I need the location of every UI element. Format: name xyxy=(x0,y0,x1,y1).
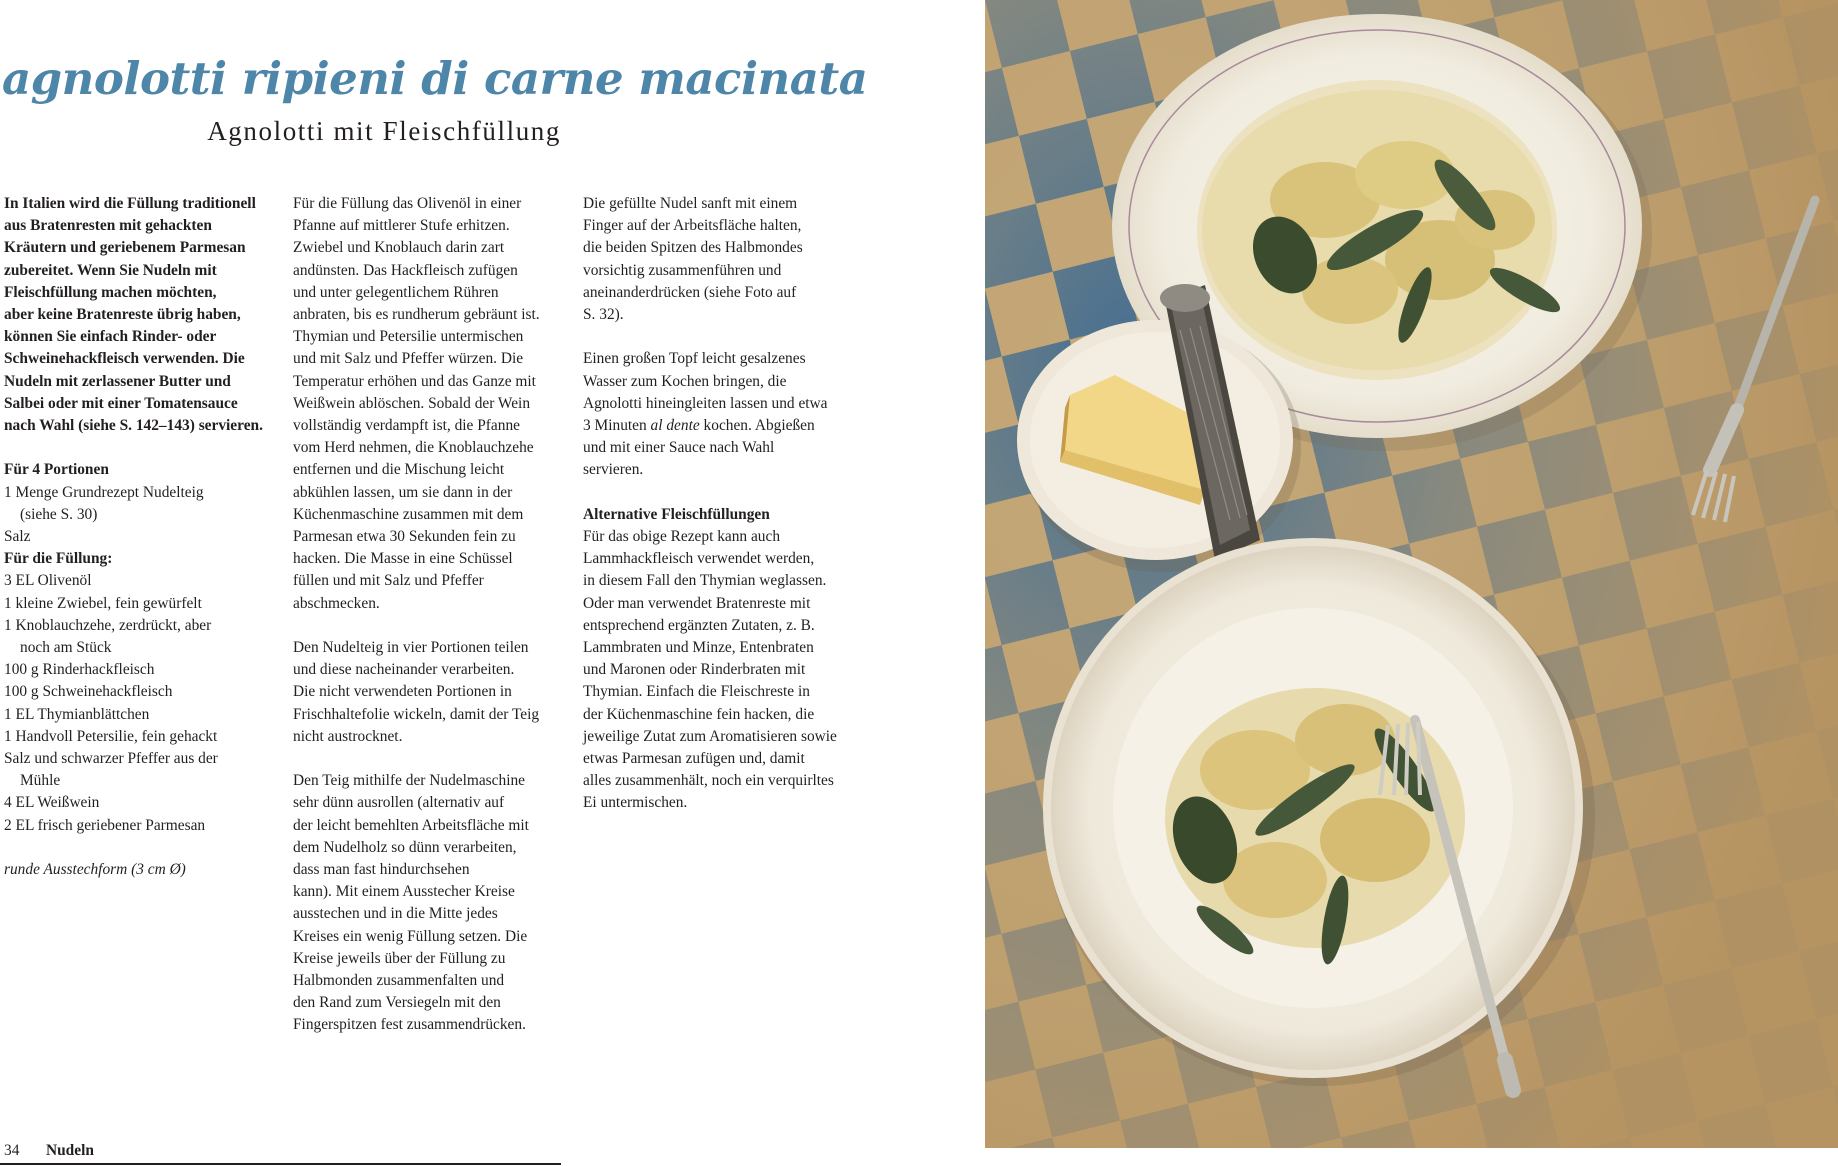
method-line: Den Nudelteig in vier Portionen teilen xyxy=(293,639,529,657)
method-line: Finger auf der Arbeitsfläche halten, xyxy=(583,217,802,235)
method-line: vorsichtig zusammenführen und xyxy=(583,261,782,279)
ingredient-line: Salz und schwarzer Pfeffer aus der xyxy=(4,750,218,768)
method-line: und diese nacheinander verarbeiten. xyxy=(293,661,515,679)
method-line: entfernen und die Mischung leicht xyxy=(293,461,505,479)
method-line: Pfanne auf mittlerer Stufe erhitzen. xyxy=(293,217,510,235)
alternative-line: Lammbraten und Minze, Entenbraten xyxy=(583,639,814,657)
intro-line: zubereitet. Wenn Sie Nudeln mit xyxy=(4,261,217,279)
section-name: Nudeln xyxy=(46,1142,94,1159)
method-line: Thymian und Petersilie untermischen xyxy=(293,328,524,346)
method-line: nicht austrocknet. xyxy=(293,727,403,745)
method-line: S. 32). xyxy=(583,306,624,324)
method-line: vom Herd nehmen, die Knoblauchzehe xyxy=(293,439,534,457)
ingredient-line: 1 Handvoll Petersilie, fein gehackt xyxy=(4,727,218,745)
alternative-line: Lammhackfleisch verwendet werden, xyxy=(583,550,815,568)
alternative-line: entsprechend ergänzten Zutaten, z. B. xyxy=(583,616,815,634)
method-line: dem Nudelholz so dünn verarbeiten, xyxy=(293,838,517,856)
filling-heading: Für die Füllung: xyxy=(4,550,113,568)
intro-line: Nudeln mit zerlassener Butter und xyxy=(4,372,231,390)
method-line: servieren. xyxy=(583,461,644,479)
method-line: aneinanderdrücken (siehe Foto auf xyxy=(583,283,797,301)
alternative-paragraph xyxy=(583,526,873,815)
method-line: die beiden Spitzen des Halbmondes xyxy=(583,239,803,257)
intro-line: In Italien wird die Füllung traditionell xyxy=(4,195,256,212)
method-text: 3 Minuten xyxy=(583,417,651,435)
method-paragraph xyxy=(583,348,873,481)
ingredient-line: 4 EL Weißwein xyxy=(4,794,100,812)
alternative-line: der Küchenmaschine fein hacken, die xyxy=(583,705,815,723)
method-column-2 xyxy=(583,193,873,815)
ingredient-line: 2 EL frisch geriebener Parmesan xyxy=(4,816,206,834)
ingredient-line: Mühle xyxy=(20,772,61,790)
alternative-line: in diesem Fall den Thymian weglassen. xyxy=(583,572,827,590)
ingredient-line: 100 g Schweinehackfleisch xyxy=(4,683,173,701)
al-dente-term: al dente xyxy=(650,417,700,435)
method-line: Wasser zum Kochen bringen, die xyxy=(583,372,787,390)
method-line: Weißwein ablöschen. Sobald der Wein xyxy=(293,394,531,412)
method-line: den Rand zum Versiegeln mit den xyxy=(293,994,501,1012)
intro-line: aus Bratenresten mit gehackten xyxy=(4,217,212,235)
alternative-line: Oder man verwendet Bratenreste mit xyxy=(583,594,811,612)
method-line xyxy=(583,415,873,437)
method-line: Zwiebel und Knoblauch darin zart xyxy=(293,239,505,257)
method-line: Kreise jeweils über der Füllung zu xyxy=(293,949,506,967)
method-line: abschmecken. xyxy=(293,594,380,612)
ingredient-line: 1 Menge Grundrezept Nudelteig xyxy=(4,483,204,501)
method-line: und mit einer Sauce nach Wahl xyxy=(583,439,775,457)
method-paragraph xyxy=(293,193,573,615)
alternative-line: etwas Parmesan zufügen und, damit xyxy=(583,750,805,768)
food-photo xyxy=(985,0,1838,1148)
method-line: und mit Salz und Pfeffer würzen. Die xyxy=(293,350,524,368)
intro-line: Kräutern und geriebenem Parmesan xyxy=(4,239,246,257)
method-line: Den Teig mithilfe der Nudelmaschine xyxy=(293,772,525,790)
alternative-line: alles zusammenhält, noch ein verquirltes xyxy=(583,772,834,790)
method-paragraph xyxy=(293,770,573,1036)
equipment-note: runde Ausstechform (3 cm Ø) xyxy=(4,861,186,879)
method-line: Die gefüllte Nudel sanft mit einem xyxy=(583,195,798,212)
intro-line: können Sie einfach Rinder- oder xyxy=(4,328,217,346)
method-line: Kreises ein wenig Füllung setzen. Die xyxy=(293,927,528,945)
method-line: der leicht bemehlten Arbeitsfläche mit xyxy=(293,816,529,834)
intro-line: Fleischfüllung machen möchten, xyxy=(4,283,217,301)
method-line: Halbmonden zusammenfalten und xyxy=(293,972,505,990)
intro-line: aber keine Bratenreste übrig haben, xyxy=(4,306,241,324)
ingredients-column xyxy=(4,193,284,881)
ingredient-line: Salz xyxy=(4,528,31,546)
method-line: Frischhaltefolie wickeln, damit der Teig xyxy=(293,705,540,723)
alternative-line: und Maronen oder Rinderbraten mit xyxy=(583,661,806,679)
method-column-1 xyxy=(293,193,573,1037)
method-paragraph xyxy=(293,637,573,748)
intro-line: Schweinehackfleisch verwenden. Die xyxy=(4,350,245,368)
intro-line: nach Wahl (siehe S. 142–143) servieren. xyxy=(4,417,263,435)
ingredient-line: 100 g Rinderhackfleisch xyxy=(4,661,155,679)
intro-line: Salbei oder mit einer Tomatensauce xyxy=(4,394,238,412)
method-line: Agnolotti hineingleiten lassen und etwa xyxy=(583,394,828,412)
method-line: ausstechen und in die Mitte jedes xyxy=(293,905,498,923)
ingredient-line: 3 EL Olivenöl xyxy=(4,572,92,590)
method-line: dass man fast hindurchsehen xyxy=(293,861,470,879)
method-line: anbraten, bis es rundherum gebräunt ist. xyxy=(293,306,540,324)
alternative-line: jeweilige Zutat zum Aromatisieren sowie xyxy=(583,727,837,745)
alternative-line: Thymian. Einfach die Fleischreste in xyxy=(583,683,810,701)
method-line: Küchenmaschine zusammen mit dem xyxy=(293,505,524,523)
footer-rule xyxy=(0,1163,561,1165)
method-line: kann). Mit einem Ausstecher Kreise xyxy=(293,883,515,901)
method-line: vollständig verdampft ist, die Pfanne xyxy=(293,417,520,435)
recipe-title-german: Agnolotti mit Fleischfüllung xyxy=(207,116,561,146)
portions-heading: Für 4 Portionen xyxy=(4,461,109,479)
page-footer xyxy=(4,1142,561,1160)
page-number: 34 xyxy=(4,1142,20,1159)
method-line: und unter gelegentlichem Rühren xyxy=(293,283,499,301)
alternative-line: Ei untermischen. xyxy=(583,794,688,812)
ingredient-line: 1 kleine Zwiebel, fein gewürfelt xyxy=(4,594,202,612)
method-line: hacken. Die Masse in eine Schüssel xyxy=(293,550,513,568)
recipe-title-italian: agnolotti ripieni di carne macinata xyxy=(2,52,868,105)
method-line: Temperatur erhöhen und das Ganze mit xyxy=(293,372,536,390)
method-line: Für die Füllung das Olivenöl in einer xyxy=(293,195,522,212)
method-line: abkühlen lassen, um sie dann in der xyxy=(293,483,513,501)
ingredient-line: noch am Stück xyxy=(20,639,112,657)
ingredient-line: 1 EL Thymianblättchen xyxy=(4,705,150,723)
method-line: Parmesan etwa 30 Sekunden fein zu xyxy=(293,528,516,546)
ingredient-line: (siehe S. 30) xyxy=(20,505,98,523)
ingredient-line: 1 Knoblauchzehe, zerdrückt, aber xyxy=(4,616,212,634)
method-text: kochen. Abgießen xyxy=(699,417,815,435)
method-line: sehr dünn ausrollen (alternativ auf xyxy=(293,794,505,812)
method-paragraph xyxy=(583,193,873,326)
alternative-heading: Alternative Fleischfüllungen xyxy=(583,505,770,523)
method-line: Fingerspitzen fest zusammendrücken. xyxy=(293,1016,526,1034)
method-line: Einen großen Topf leicht gesalzenes xyxy=(583,350,806,368)
method-line: Die nicht verwendeten Portionen in xyxy=(293,683,512,701)
alternative-line: Für das obige Rezept kann auch xyxy=(583,528,781,546)
intro-paragraph xyxy=(4,193,284,437)
method-line: füllen und mit Salz und Pfeffer xyxy=(293,572,484,590)
method-line: andünsten. Das Hackfleisch zufügen xyxy=(293,261,518,279)
